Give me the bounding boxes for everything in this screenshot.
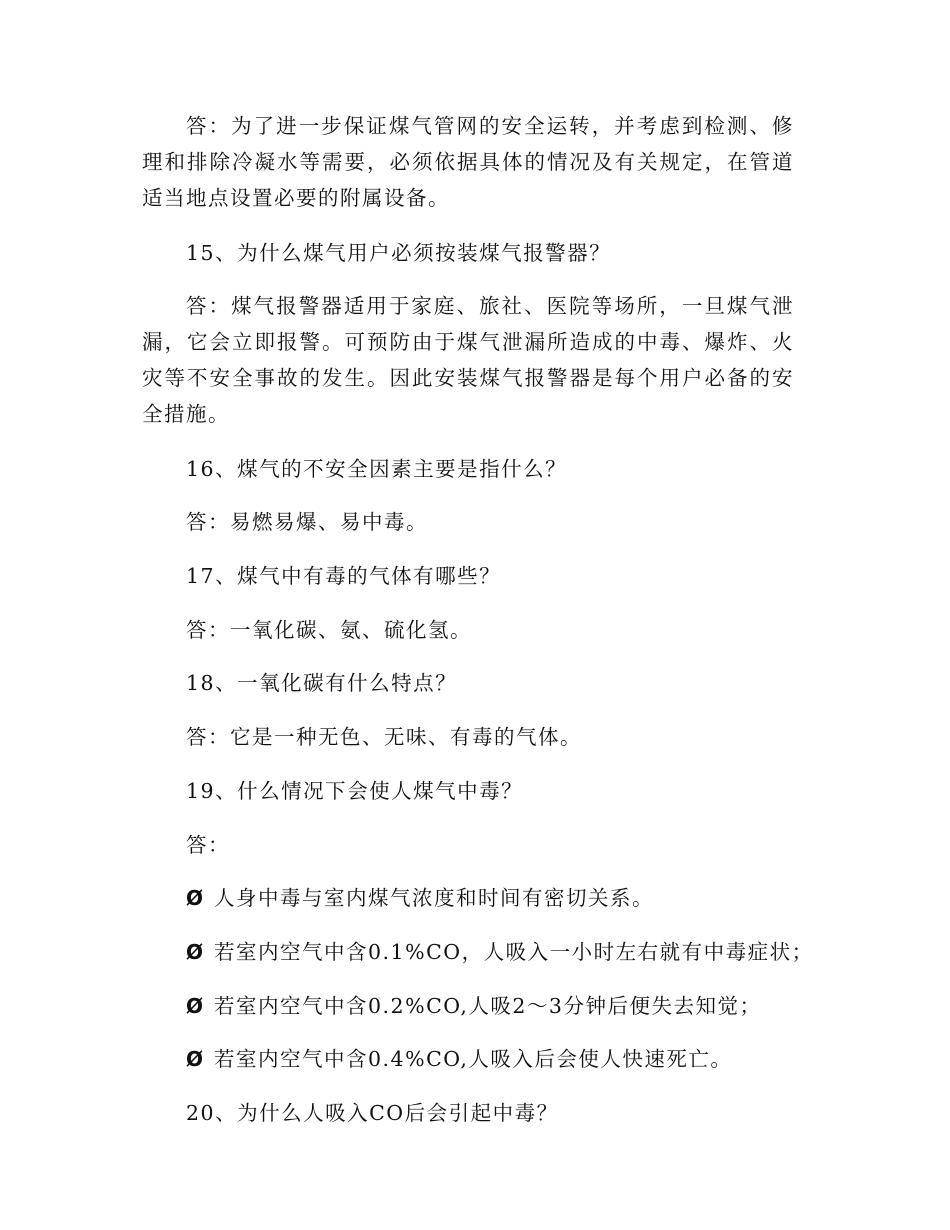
bullet-icon: Ø — [186, 886, 205, 910]
bullet-text: 若室内空气中含0.1%CO，人吸入一小时左右就有中毒症状； — [214, 940, 814, 964]
bullet-text: 人身中毒与室内煤气浓度和时间有密切关系。 — [214, 886, 654, 910]
answer-paragraph: 答：一氧化碳、氨、硫化氢。 — [186, 618, 472, 642]
bullet-item — [186, 934, 814, 970]
question-20: 20、为什么人吸入CO后会引起中毒？ — [186, 1101, 559, 1125]
answer-paragraph: 答：易燃易爆、易中毒。 — [186, 510, 428, 534]
bullet-item — [186, 880, 806, 916]
answer-paragraph: 答：煤气报警器适用于家庭、旅社、医院等场所，一旦煤气泄漏，它会立即报警。可预防由于煤气泄漏所造成的中毒、爆炸、火灾等不安全事故的发生。因此安装煤气报警器是每个用户必备的安全措施。 — [142, 294, 794, 426]
answer-paragraph: 答：它是一种无色、无味、有毒的气体。 — [186, 725, 582, 749]
question-18: 18、一氧化碳有什么特点？ — [186, 671, 458, 695]
bullet-text: 若室内空气中含0.4%CO,人吸入后会使人快速死亡。 — [214, 1047, 733, 1071]
question-16: 16、煤气的不安全因素主要是指什么？ — [186, 457, 568, 481]
answer-label: 答： — [186, 833, 230, 857]
bullet-icon: Ø — [186, 994, 205, 1018]
bullet-item — [186, 1041, 806, 1077]
bullet-text: 若室内空气中含0.2%CO,人吸2～3分钟后便失去知觉； — [214, 994, 762, 1018]
question-19: 19、什么情况下会使人煤气中毒？ — [186, 779, 524, 803]
question-15: 15、为什么煤气用户必须按装煤气报警器？ — [186, 241, 612, 265]
bullet-icon: Ø — [186, 1047, 205, 1071]
bullet-item — [186, 988, 806, 1024]
bullet-icon: Ø — [186, 940, 205, 964]
question-17: 17、煤气中有毒的气体有哪些？ — [186, 564, 502, 588]
answer-paragraph: 答：为了进一步保证煤气管网的安全运转，并考虑到检测、修理和排除冷凝水等需要，必须依据具体的情况及有关规定，在管道适当地点设置必要的附属设备。 — [142, 114, 794, 210]
